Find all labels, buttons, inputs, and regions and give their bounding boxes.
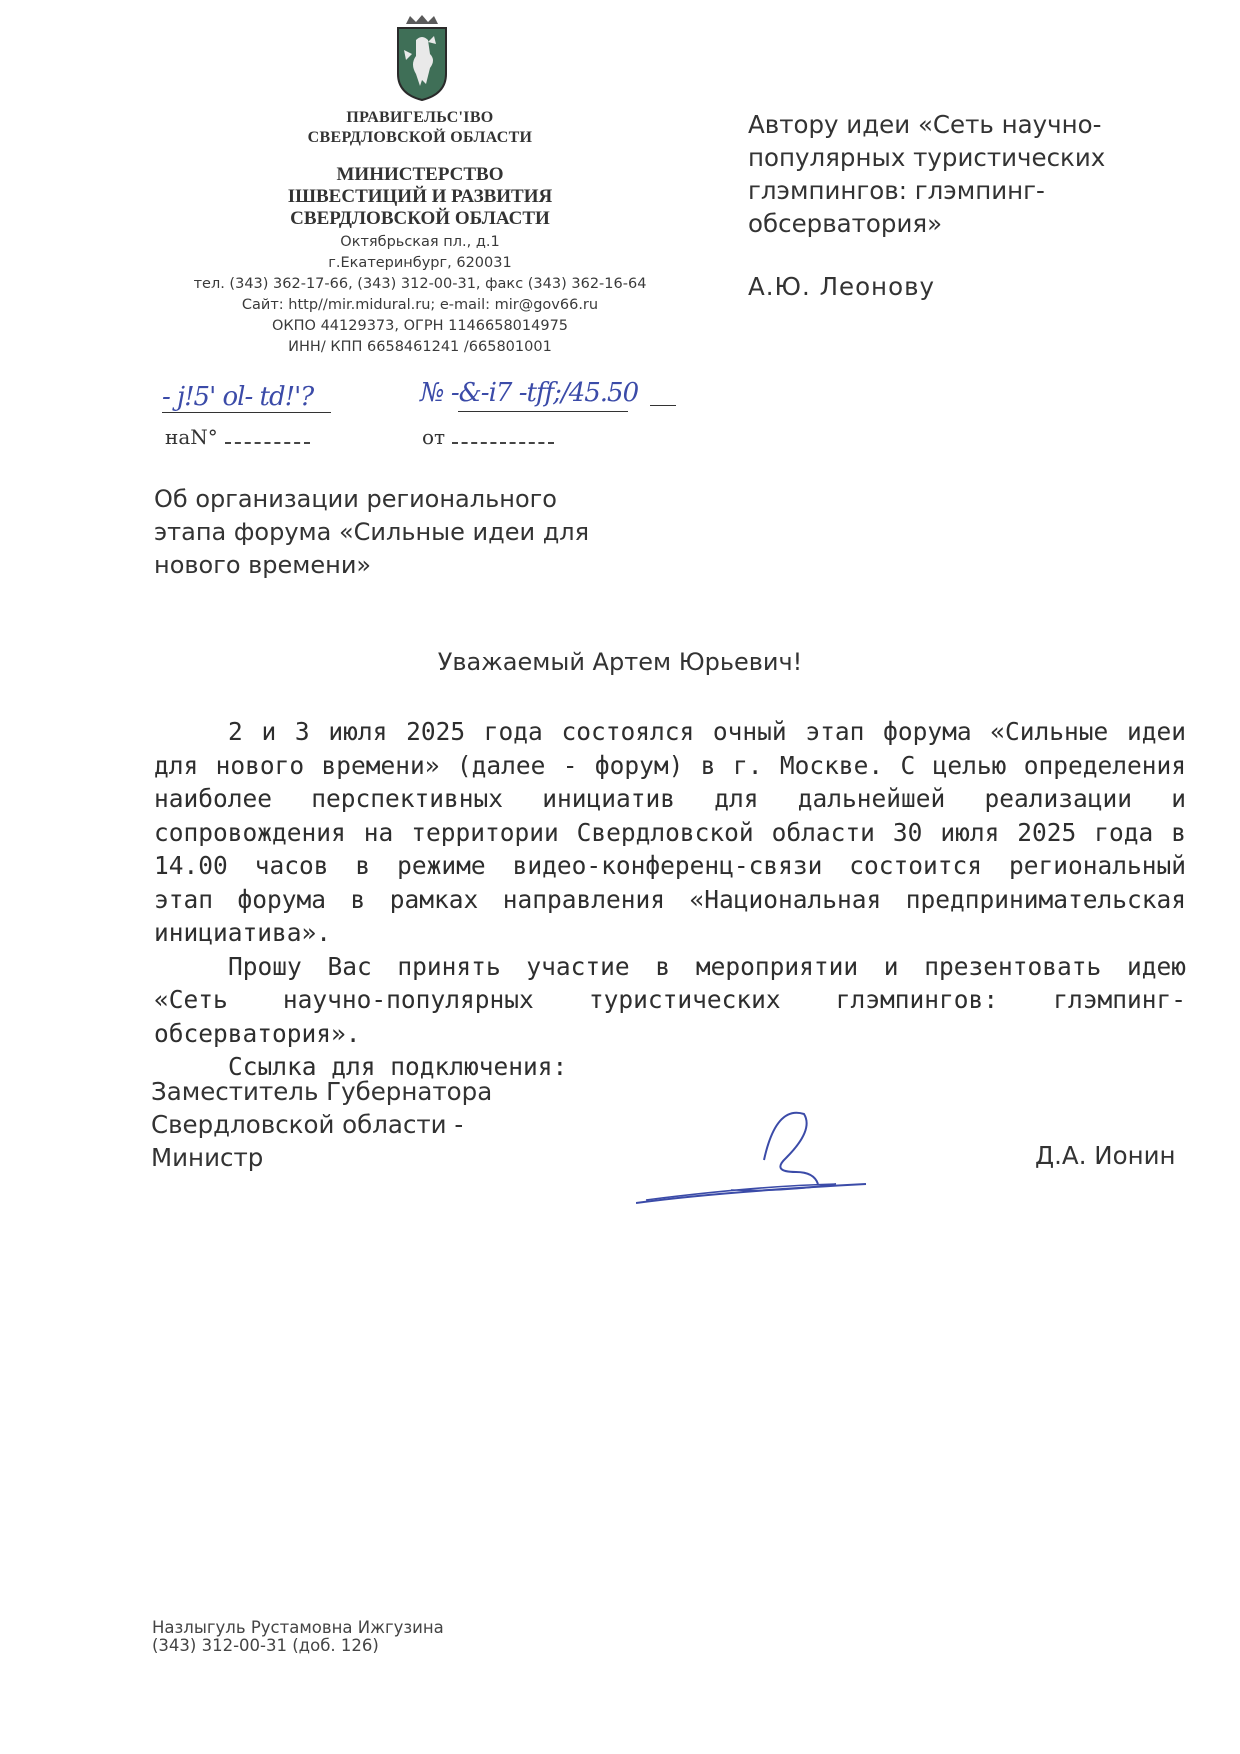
number-underline	[458, 411, 628, 412]
body-paragraph-3: Ссылка для подключения:	[228, 1052, 568, 1081]
address-line-2: г.Екатеринбург, 620031	[328, 255, 512, 271]
number-tail-line	[650, 405, 676, 406]
ministry-name: МИНИСТЕРСТВО IШВЕСТИЦИЙ И РАЗВИТИЯ СВЕРДЛОВСКОЙ ОБЛАСТИ	[287, 164, 553, 229]
from-label: от	[422, 425, 446, 449]
body-paragraph-1: 2 и 3 июля 2025 года состоялся очный этап форума «Сильные идеи для нового времени» (далее - форум) в г. Москве. С целью определения наиболее перспективных инициатив для дальнейшей реализации и сопровождения на территории Свердловской области 30 июля 2025 года в 14.00 часов в режиме видео-конференц-связи состоится региональный этап форума в рамках направления «Национальная предпринимательская инициатива».	[154, 717, 1186, 947]
salutation: Уважаемый Артем Юрьевич!	[437, 648, 803, 676]
phones: тел. (343) 362-17-66, (343) 312-00-31, факс (343) 362-16-64	[193, 276, 647, 292]
contact-footer	[152, 1619, 552, 1655]
handwritten-date: - j!5' ol- td!'?	[162, 382, 331, 413]
recipient-line: Автору идеи «Сеть научно-популярных туристических глэмпингов: глэмпинг-обсерватория»	[748, 110, 1106, 238]
website-email: Сайт: http//mir.midural.ru; e-mail: mir@gov66.ru	[241, 297, 599, 313]
signatory-title: Заместитель Губернатора Свердловской области - Министр	[151, 1077, 493, 1172]
coat-of-arms-icon	[392, 14, 452, 102]
letterhead	[150, 108, 690, 358]
signatory-name: Д.А. Ионин	[1035, 1141, 1176, 1170]
recipient-block	[748, 108, 1168, 303]
contact-phone: (343) 312-00-31 (доб. 126)	[152, 1636, 379, 1655]
handwritten-signature	[636, 1100, 906, 1210]
body-paragraph-2: Прошу Вас принять участие в мероприятии и презентовать идею «Сеть научно-популярных туристических глэмпингов: глэмпинг-обсерватория».	[154, 951, 1186, 1048]
address-line-1: Октябрьская пл., д.1	[340, 234, 500, 250]
government-name: ПРАВИГЕЛЬС'IВО СВЕРДЛОВСКОЙ ОБЛАСТИ	[307, 109, 533, 146]
okpo-ogrn: ОКПО 44129373, ОГРН 1146658014975	[271, 318, 569, 334]
contact-name: Назлыгуль Рустамовна Ижгузина	[152, 1618, 444, 1637]
inn-kpp: ИНН/ КПП 6658461241 /665801001	[288, 339, 552, 355]
handwritten-number: № -&-i7 -tff;/45.50	[420, 378, 639, 408]
letter-subject: Об организации регионального этапа форума «Сильные идеи для нового времени»	[154, 485, 590, 579]
from-blank	[452, 442, 554, 444]
recipient-name: А.Ю. Леонову	[748, 272, 936, 301]
letter-body	[154, 715, 1186, 1084]
on-number-label: наN°	[165, 425, 218, 449]
on-number-blank	[225, 442, 310, 444]
